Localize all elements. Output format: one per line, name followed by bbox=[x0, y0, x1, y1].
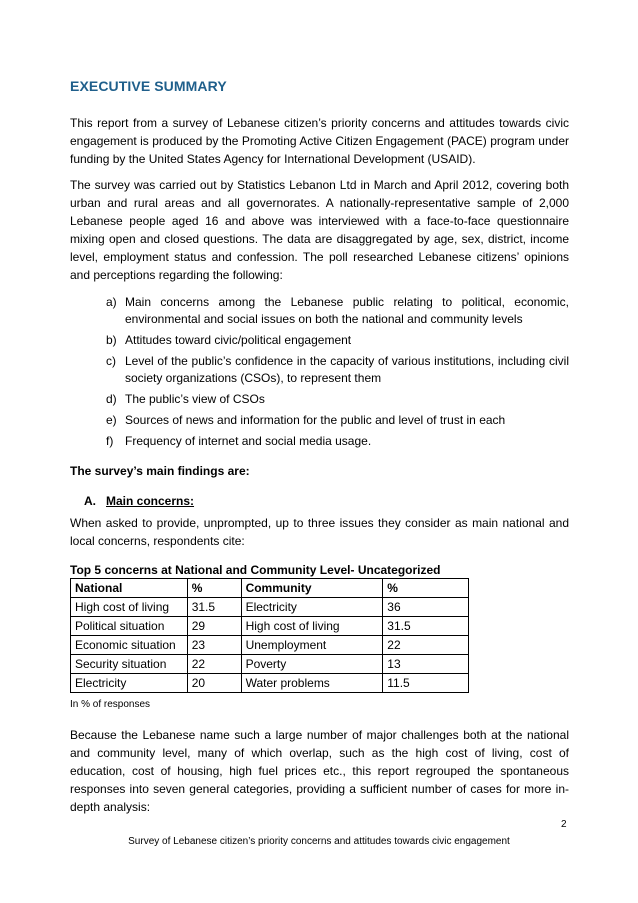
table-cell: High cost of living bbox=[241, 617, 383, 636]
subsection-title: Main concerns: bbox=[106, 494, 195, 508]
table-row bbox=[71, 617, 469, 636]
list-marker: e) bbox=[106, 413, 117, 427]
list-item bbox=[70, 353, 569, 387]
subsection-marker: A. bbox=[84, 494, 96, 508]
table-cell: Security situation bbox=[71, 655, 188, 674]
table-cell: 29 bbox=[187, 617, 241, 636]
table-cell: Water problems bbox=[241, 674, 383, 693]
closing-paragraph: Because the Lebanese name such a large number of major challenges both at the national and community level, many of which overlap, such as the high cost of living, cost of education, cost of housing, high fuel prices etc., this report regrouped the spontaneous responses into seven general categories, providing a sufficient number of cases for more in-depth analysis: bbox=[70, 728, 569, 814]
table-row bbox=[71, 655, 469, 674]
table-cell: Electricity bbox=[241, 598, 383, 617]
column-header: Community bbox=[241, 579, 383, 598]
list-item-text: Attitudes toward civic/political engagement bbox=[125, 333, 352, 347]
list-item bbox=[70, 433, 569, 450]
subsection-heading bbox=[70, 494, 569, 508]
column-header: % bbox=[383, 579, 469, 598]
list-item-text: Frequency of internet and social media usage. bbox=[125, 434, 372, 448]
concerns-intro: When asked to provide, unprompted, up to three issues they consider as main national and local concerns, respondents cite: bbox=[70, 516, 569, 548]
section-heading: EXECUTIVE SUMMARY bbox=[70, 78, 227, 94]
list-item bbox=[70, 294, 569, 328]
list-item-text: Main concerns among the Lebanese public relating to political, economic, environmental and social issues on both the national and community levels bbox=[125, 295, 569, 326]
table-header-row bbox=[71, 579, 469, 598]
running-footer: Survey of Lebanese citizen’s priority concerns and attitudes towards civic engagement bbox=[128, 836, 510, 847]
table-cell: 36 bbox=[383, 598, 469, 617]
table-cell: High cost of living bbox=[71, 598, 188, 617]
list-item-text: The public’s view of CSOs bbox=[125, 392, 265, 406]
intro-paragraph: This report from a survey of Lebanese citizen’s priority concerns and attitudes towards civic engagement is produced by the Promoting Active Citizen Engagement (PACE) program under funding by the United States Agency for International Development (USAID). bbox=[70, 116, 569, 166]
list-marker: c) bbox=[106, 354, 116, 368]
table-cell: 31.5 bbox=[383, 617, 469, 636]
list-item bbox=[70, 332, 569, 349]
list-marker: b) bbox=[106, 333, 117, 347]
table-cell: Unemployment bbox=[241, 636, 383, 655]
table-cell: Electricity bbox=[71, 674, 188, 693]
column-header: % bbox=[187, 579, 241, 598]
table-cell: 20 bbox=[187, 674, 241, 693]
list-marker: f) bbox=[106, 434, 114, 448]
list-item bbox=[70, 391, 569, 408]
table-cell: 22 bbox=[383, 636, 469, 655]
list-item-text: Sources of news and information for the public and level of trust in each bbox=[125, 413, 506, 427]
research-topics-list bbox=[70, 294, 569, 450]
page-number: 2 bbox=[561, 819, 567, 830]
list-item bbox=[70, 412, 569, 429]
table-cell: Economic situation bbox=[71, 636, 188, 655]
findings-label: The survey’s main findings are: bbox=[70, 464, 250, 478]
concerns-table bbox=[70, 578, 469, 693]
table-row bbox=[71, 674, 469, 693]
methodology-paragraph: The survey was carried out by Statistics Lebanon Ltd in March and April 2012, covering both urban and rural areas and all governorates. A nationally-representative sample of 2,000 Lebanese people aged 16 and above was interviewed with a face-to-face questionnaire mixing open and closed questions. The data are disaggregated by age, sex, district, income level, employment status and confession. The poll researched Lebanese citizens’ opinions and perceptions regarding the following: bbox=[70, 178, 569, 282]
table-cell: Political situation bbox=[71, 617, 188, 636]
table-cell: 22 bbox=[187, 655, 241, 674]
table-cell: 31.5 bbox=[187, 598, 241, 617]
table-cell: 13 bbox=[383, 655, 469, 674]
table-cell: Poverty bbox=[241, 655, 383, 674]
page-content bbox=[70, 78, 569, 824]
column-header: National bbox=[71, 579, 188, 598]
list-marker: d) bbox=[106, 392, 117, 406]
table-row bbox=[71, 636, 469, 655]
table-cell: 23 bbox=[187, 636, 241, 655]
table-row bbox=[71, 598, 469, 617]
list-marker: a) bbox=[106, 295, 117, 309]
table-cell: 11.5 bbox=[383, 674, 469, 693]
table-note: In % of responses bbox=[70, 699, 151, 710]
list-item-text: Level of the public’s confidence in the capacity of various institutions, including civil society organizations (CSOs), to represent them bbox=[125, 354, 569, 385]
table-caption: Top 5 concerns at National and Community Level- Uncategorized bbox=[70, 563, 441, 577]
